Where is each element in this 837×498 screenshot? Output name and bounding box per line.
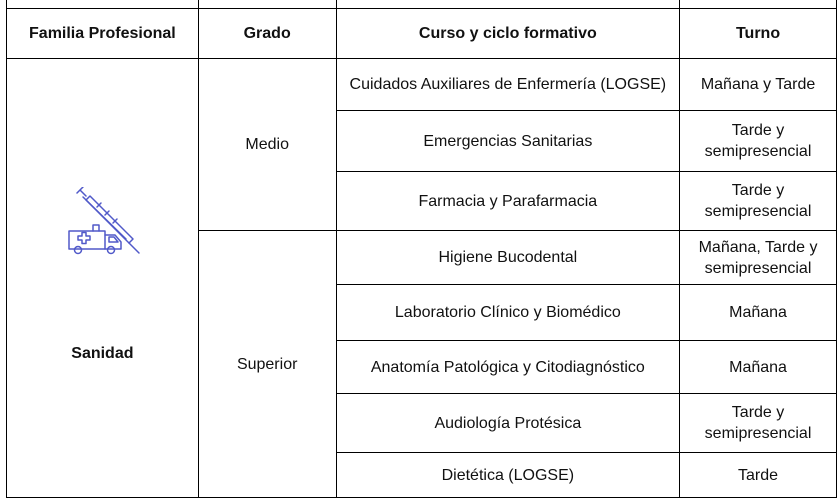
grado-medio: Medio <box>198 59 336 231</box>
header-familia: Familia Profesional <box>7 9 199 59</box>
curso-cell: Anatomía Patológica y Citodiagnóstico <box>336 341 679 394</box>
curso-cell: Laboratorio Clínico y Biomédico <box>336 285 679 341</box>
curso-cell: Cuidados Auxiliares de Enfermería (LOGSE) <box>336 59 679 111</box>
turno-cell: Mañana <box>680 341 837 394</box>
curso-cell: Dietética (LOGSE) <box>336 453 679 498</box>
courses-table <box>6 0 837 498</box>
turno-cell: Tarde y semipresencial <box>680 172 837 231</box>
familia-cell <box>7 59 199 498</box>
grado-superior: Superior <box>198 231 336 498</box>
turno-cell: Mañana, Tarde y semipresencial <box>680 231 837 285</box>
turno-cell: Mañana y Tarde <box>680 59 837 111</box>
ambulance-syringe-icon <box>63 187 143 259</box>
turno-cell: Mañana <box>680 285 837 341</box>
curso-cell: Higiene Bucodental <box>336 231 679 285</box>
turno-cell: Tarde <box>680 453 837 498</box>
header-row <box>7 9 837 59</box>
spacer-cell <box>198 0 336 9</box>
turno-cell: Tarde y semipresencial <box>680 111 837 172</box>
spacer-cell <box>680 0 837 9</box>
header-turno: Turno <box>680 9 837 59</box>
header-curso: Curso y ciclo formativo <box>336 9 679 59</box>
table-row <box>7 59 837 111</box>
spacer-cell <box>336 0 679 9</box>
spacer-cell <box>7 0 199 9</box>
header-grado: Grado <box>198 9 336 59</box>
curso-cell: Farmacia y Parafarmacia <box>336 172 679 231</box>
curso-cell: Audiología Protésica <box>336 394 679 453</box>
turno-cell: Tarde y semipresencial <box>680 394 837 453</box>
familia-name: Sanidad <box>71 345 134 362</box>
top-spacer-row <box>7 0 837 9</box>
curso-cell: Emergencias Sanitarias <box>336 111 679 172</box>
